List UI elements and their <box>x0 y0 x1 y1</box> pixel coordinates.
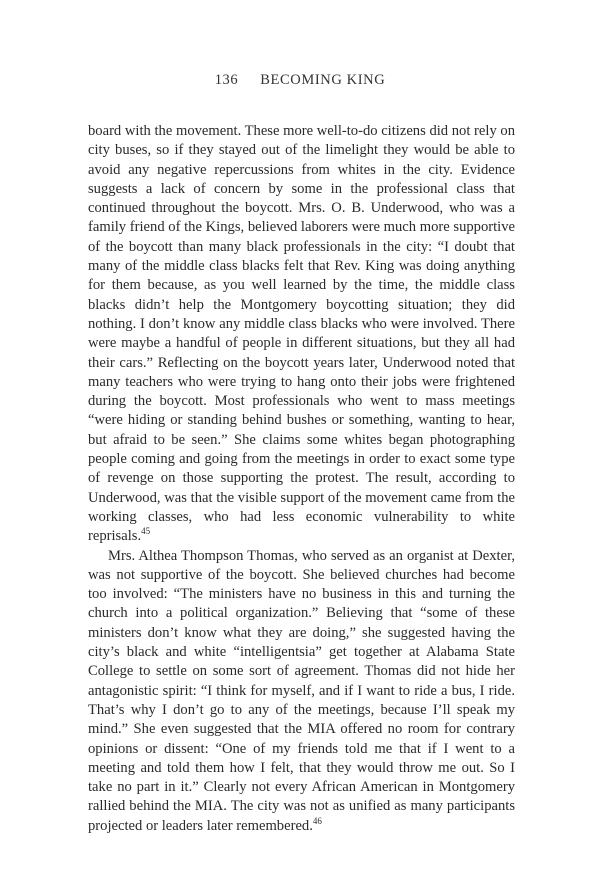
paragraph-2-text: Mrs. Althea Thompson Thomas, who served as an organist at Dexter, was not supportive of the boycott. She believed churches had become too involved: “The ministers have no business in this and turning the church into a political organization.” Believing that “some of these ministers don’t know what they are doing,” she suggested having the city’s black and white “intelligentsia” get together at Alabama State College to settle on some sort of agreement. Thomas did not hide her antagonistic spirit: “I think for myself, and if I want to ride a bus, I ride. That’s why I don’t go to any of the meetings, because I’ll speak my mind.” She even suggested that the MIA offered no room for contrary opinions or dissent: “One of my friends told me that if I went to a meeting and told them how I felt, that they would throw me out. So I take no part in it.” Clearly not every African American in Montgomery rallied behind the MIA. The city was not as unified as many participants projected or leaders later remembered. <box>88 547 515 834</box>
footnote-ref-46: 46 <box>312 815 322 826</box>
paragraph-1-text: board with the movement. These more well-to-do citizens did not rely on city buses, so if they stayed out of the limelight they would be able to avoid any negative repercussions from whites in the city. Evidence suggests a lack of concern by some in the professional class that continued throughout the boycott. Mrs. O. B. Underwood, who was a family friend of the Kings, believed laborers were much more supportive of the boycott than many black professionals in the city: “I doubt that many of the middle class blacks felt that Rev. King was doing anything for them because, as you well learned by the time, the middle class blacks didn’t help the Montgomery boycotting situation; they did nothing. I don’t know any middle class blacks who were involved. There were maybe a handful of people in different situations, but they all had their cars.” Reflecting on the boycott years later, Underwood noted that many teachers who were trying to hang onto their jobs were frightened during the boycott. Most professionals who went to mass meetings “were hiding or standing behind bushes or something, wanting to hear, but afraid to be seen.” She claims some whites began photographing people coming and going from the meetings in order to exact some type of revenge on those supporting the protest. The result, according to Underwood, was that the visible support of the movement came from the working classes, who had less economic vulnerability to white reprisals. <box>88 123 515 545</box>
paragraph-1 <box>88 122 515 547</box>
book-title: BECOMING KING <box>260 72 386 88</box>
page-number: 136 <box>214 72 239 88</box>
paragraph-2 <box>88 547 515 836</box>
running-head <box>0 72 600 89</box>
body-text <box>88 122 515 836</box>
footnote-ref-45: 45 <box>141 526 151 537</box>
